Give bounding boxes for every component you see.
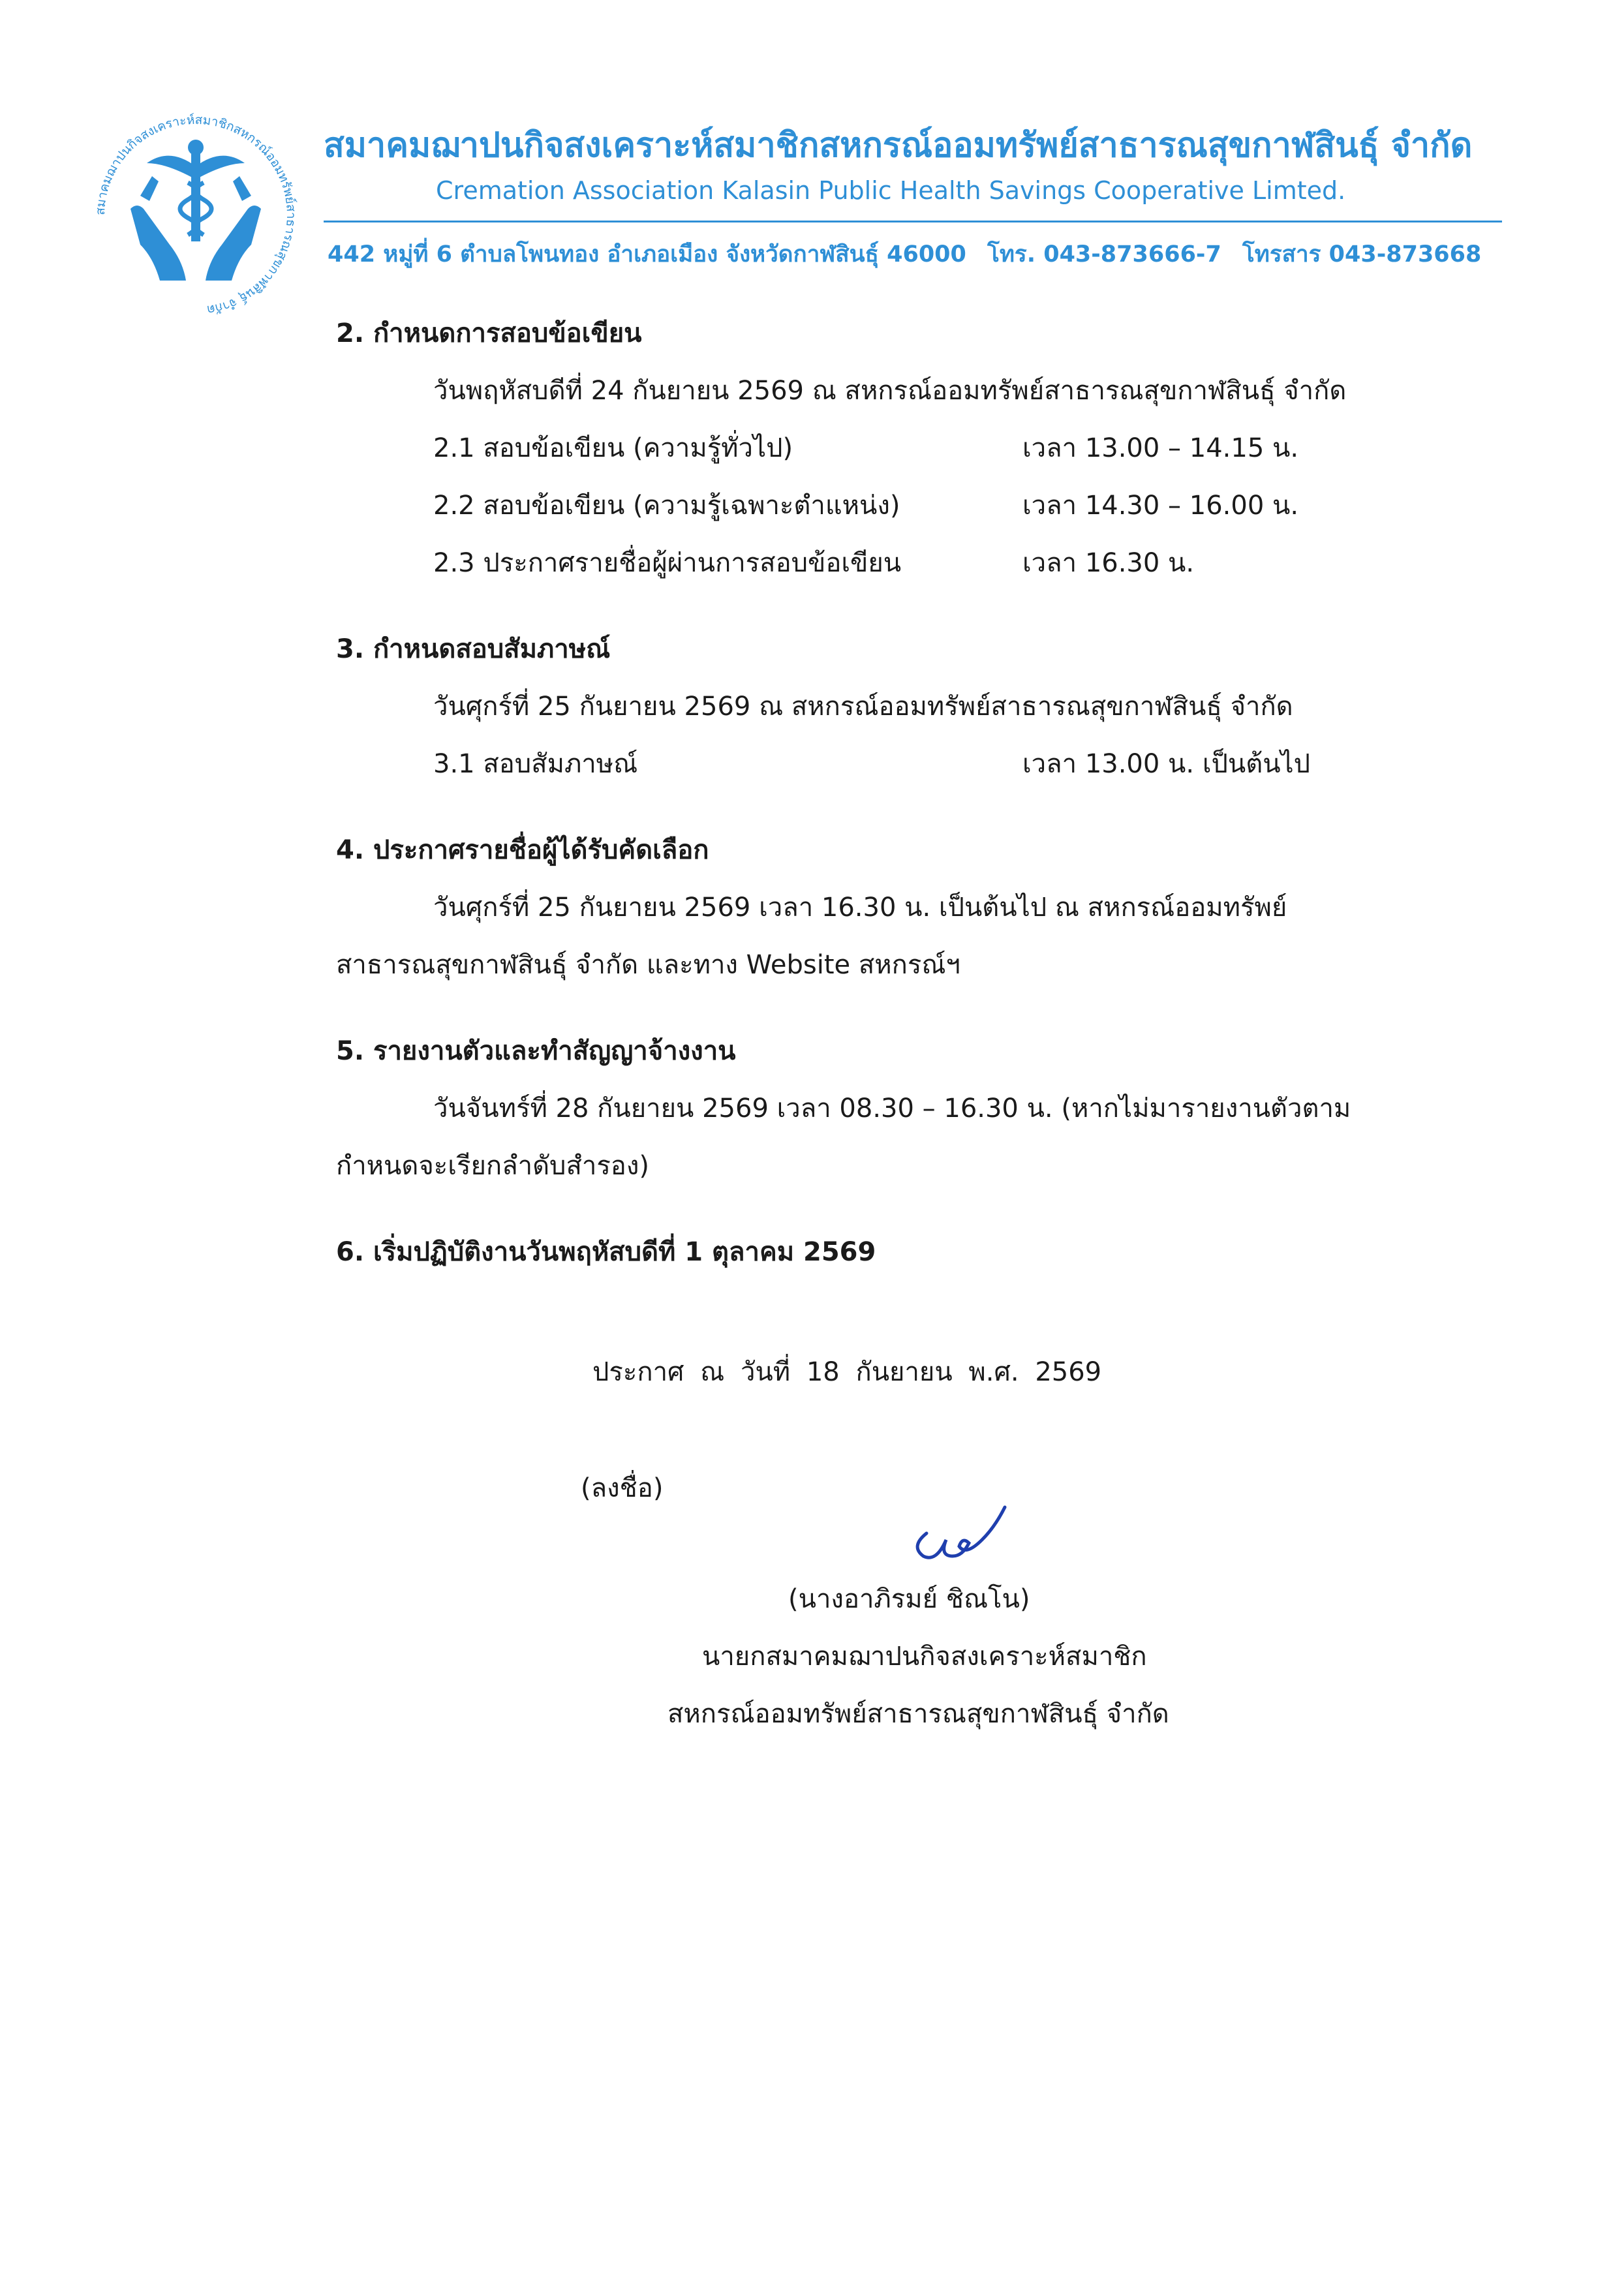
section-2-item-1-time: เวลา 13.00 – 14.15 น. <box>1022 433 1299 463</box>
section-3-intro: วันศุกร์ที่ 25 กันยายน 2569 ณ สหกรณ์ออมทรัพย์สาธารณสุขกาฬสินธุ์ จำกัด <box>433 692 1293 722</box>
section-5-line-1: วันจันทร์ที่ 28 กันยายน 2569 เวลา 08.30 – 16.30 น. (หากไม่มารายงานตัวตาม <box>433 1094 1351 1124</box>
section-2-item-1-label: 2.1 สอบข้อเขียน (ความรู้ทั่วไป) <box>433 433 793 463</box>
letterhead-fax: โทรสาร 043-873668 <box>1242 241 1482 268</box>
letterhead-english-name: Cremation Association Kalasin Public Health Savings Cooperative Limted. <box>436 176 1346 205</box>
section-5-line-2: กำหนดจะเรียกลำดับสำรอง) <box>336 1151 649 1181</box>
announcement-date: ประกาศ ณ วันที่ 18 กันยายน พ.ศ. 2569 <box>592 1357 1102 1387</box>
signer-title-1: นายกสมาคมฌาปนกิจสงเคราะห์สมาชิก <box>702 1642 1147 1672</box>
signer-name: (นางอาภิรมย์ ชิณโน) <box>788 1584 1030 1614</box>
section-6-heading: 6. เริ่มปฏิบัติงานวันพฤหัสบดีที่ 1 ตุลาคม 2569 <box>336 1237 876 1267</box>
association-logo <box>85 104 307 326</box>
letterhead-address: 442 หมู่ที่ 6 ตำบลโพนทอง อำเภอเมือง จังหวัดกาฬสินธุ์ 46000 <box>328 241 966 268</box>
section-4-line-2: สาธารณสุขกาฬสินธุ์ จำกัด และทาง Website สหกรณ์ฯ <box>336 950 960 980</box>
section-3-item-1-time: เวลา 13.00 น. เป็นต้นไป <box>1022 749 1311 779</box>
letterhead-thai-name: สมาคมฌาปนกิจสงเคราะห์สมาชิกสหกรณ์ออมทรัพย์สาธารณสุขกาฬสินธุ์ จำกัด <box>324 126 1473 165</box>
section-2-intro: วันพฤหัสบดีที่ 24 กันยายน 2569 ณ สหกรณ์ออมทรัพย์สาธารณสุขกาฬสินธุ์ จำกัด <box>433 376 1347 406</box>
section-2-heading: 2. กำหนดการสอบข้อเขียน <box>336 318 642 348</box>
section-3-heading: 3. กำหนดสอบสัมภาษณ์ <box>336 634 611 664</box>
section-4-line-1: วันศุกร์ที่ 25 กันยายน 2569 เวลา 16.30 น. เป็นต้นไป ณ สหกรณ์ออมทรัพย์ <box>433 893 1287 923</box>
signature-mark <box>900 1494 1011 1566</box>
letterhead-phone: โทร. 043-873666-7 <box>987 241 1221 268</box>
signed-label: (ลงชื่อ) <box>581 1473 664 1503</box>
section-2-item-3-label: 2.3 ประกาศรายชื่อผู้ผ่านการสอบข้อเขียน <box>433 548 902 578</box>
section-4-heading: 4. ประกาศรายชื่อผู้ได้รับคัดเลือก <box>336 835 709 865</box>
section-2-item-2-label: 2.2 สอบข้อเขียน (ความรู้เฉพาะตำแหน่ง) <box>433 491 900 521</box>
letterhead-contact <box>328 236 1494 272</box>
section-5-heading: 5. รายงานตัวและทำสัญญาจ้างงาน <box>336 1036 736 1066</box>
section-2-item-3-time: เวลา 16.30 น. <box>1022 548 1195 578</box>
section-3-item-1-label: 3.1 สอบสัมภาษณ์ <box>433 749 638 779</box>
letterhead-divider <box>324 221 1502 222</box>
section-2-item-2-time: เวลา 14.30 – 16.00 น. <box>1022 491 1299 521</box>
signer-title-2: สหกรณ์ออมทรัพย์สาธารณสุขกาฬสินธุ์ จำกัด <box>667 1699 1169 1729</box>
logo-ring-text: สมาคมฌาปนกิจสงเคราะห์สมาชิกสหกรณ์ออมทรัพย์สาธารณสุขกาฬสินธุ์ จำกัด <box>93 112 299 317</box>
